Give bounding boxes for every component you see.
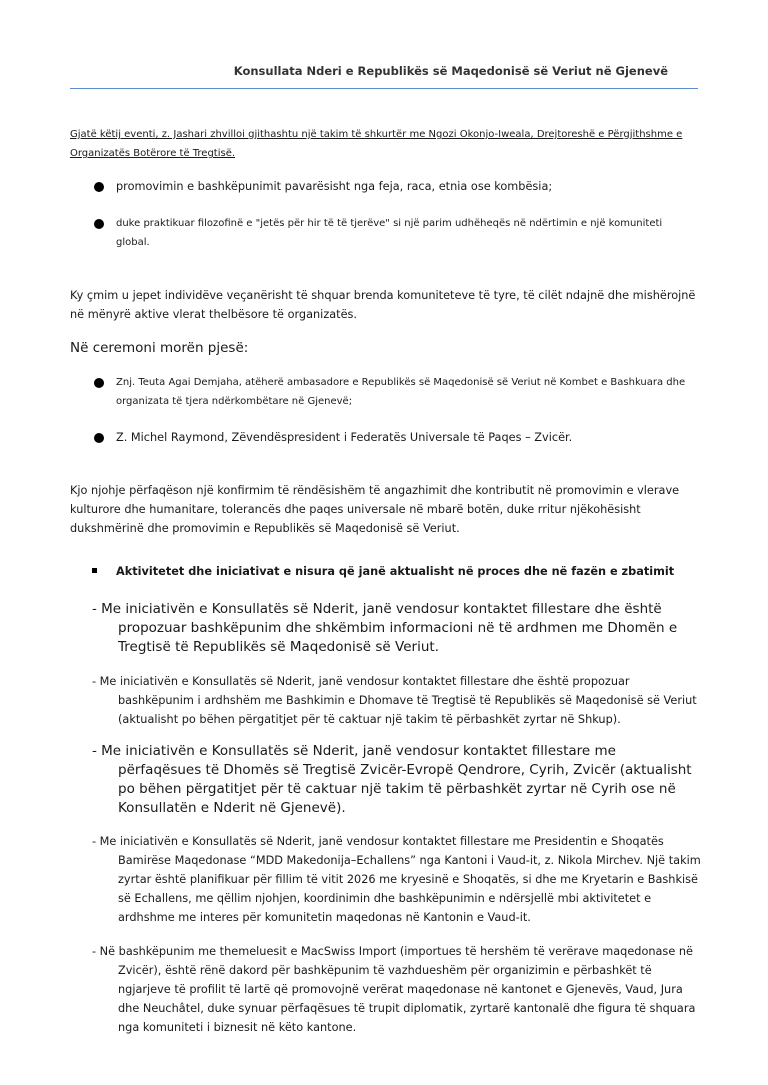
bullet-dot-icon [94,182,104,192]
intro-paragraph: Gjatë këtij eventi, z. Jashari zhvilloi gjithashtu një takim të shkurtër me Ngozi Okonjo-Iweala, Drejtoreshë e Përgjithshme e Organizatës Botërore të Tregtisë. [70,129,683,159]
activity-item: - Me iniciativën e Konsullatës së Nderit, janë vendosur kontaktet fillestare me Presidentin e Shoqatës Bamirëse Maqedonase “MDD Makedonija–Echallens” nga Kantoni i Vaud-it, z. Nikola Mirchev. Një takim zyrtar është planifikuar për fillim të vitit 2026 me kryesinë e Shoqatës, si dhe me Kryetarin e Bashkisë së Echallens, me qëllim njohjen, koordinimin dhe bashkëpunimin e ndërsjellë mbi aktivitetet e ardhshme me interes për komunitetin maqedonas në Kantonin e Vaud-it. [92,835,701,924]
bullet-text: Z. Michel Raymond, Zëvendëspresident i Federatës Universale të Paqes – Zvicër. [116,431,573,444]
activity-item: - Me iniciativën e Konsullatës së Nderit, janë vendosur kontaktet fillestare dhe është propozuar bashkëpunim dhe shkëmbim informacioni në të ardhmen me Dhomën e Tregtisë të Republikës së Maqedonisë së Veriut. [92,601,678,655]
bullet-text: promovimin e bashkëpunimit pavarësisht nga feja, raca, etnia ose kombësia; [116,180,553,193]
section-heading: Aktivitetet dhe iniciativat e nisura që janë aktualisht në proces dhe në fazën e zbatimit [116,565,675,578]
bullet-text: Znj. Teuta Agai Demjaha, atëherë ambasadore e Republikës së Maqedonisë së Veriut në Kombet e Bashkuara dhe organizata të tjera ndërkombëtare në Gjenevë; [116,377,686,407]
activity-item: - Me iniciativën e Konsullatës së Nderit, janë vendosur kontaktet fillestare me përfaqësues të Dhomës së Tregtisë Zvicër-Evropë Qendrore, Cyrih, Zvicër (aktualisht po bëhen përgatitjet për të caktuar një takim të përbashkët zyrtar në Cyrih ose në Konsullatën e Nderit në Gjenevë). [92,743,692,816]
bullet-item [94,428,698,447]
bullet-dot-icon [94,433,104,443]
ceremony-heading: Në ceremoni morën pjesë: [70,340,249,356]
bullet-item [94,214,698,252]
section-heading-item [92,562,698,581]
bullet-dot-icon [94,219,104,229]
activity-item: - Në bashkëpunim me themeluesit e MacSwiss Import (importues të hershëm të verërave maqedonase në Zvicër), është rënë dakord për bashkëpunim të vazhdueshëm për organizimin e përbashkët të ngjarjeve të profilit të lartë që promovojnë verërat maqedonase në kantonet e Gjenevës, Vaud, Jura dhe Neuchâtel, duke synuar përfaqësues të trupit diplomatik, zyrtarë kantonalë dhe figura të shquara nga komuniteti i biznesit në këto kantone. [92,945,696,1034]
recognition-paragraph: Kjo njohje përfaqëson një konfirmim të rëndësishëm të angazhimit dhe kontributit në promovimin e vlerave kulturore dhe humanitare, tolerancës dhe paqes universale në mbarë botën, duke rritur njëkohësisht dukshmërinë dhe promovimin e Republikës së Maqedonisë së Veriut. [70,484,680,535]
activity-item: - Me iniciativën e Konsullatës së Nderit, janë vendosur kontaktet fillestare dhe është propozuar bashkëpunim i ardhshëm me Bashkimin e Dhomave të Tregtisë të Republikës së Maqedonisë së Veriut (aktualisht po bëhen përgatitjet për të caktuar një takim të përbashkët zyrtar në Shkup). [92,675,697,726]
bullet-text: duke praktikuar filozofinë e "jetës për hir të të tjerëve" si një parim udhëheqës në ndërtimin e një komuniteti global. [116,218,663,248]
bullet-item [94,177,698,196]
bullet-dot-icon [94,378,104,388]
header-title: Konsullata Nderi e Republikës së Maqedonisë së Veriut në Gjenevë [233,64,668,78]
bullet-item [94,373,698,411]
header-divider [70,88,698,89]
square-bullet-icon [92,568,97,573]
award-paragraph: Ky çmim u jepet individëve veçanërisht të shquar brenda komuniteteve të tyre, të cilët ndajnë dhe mishërojnë në mënyrë aktive vlerat thelbësore të organizatës. [70,289,696,321]
